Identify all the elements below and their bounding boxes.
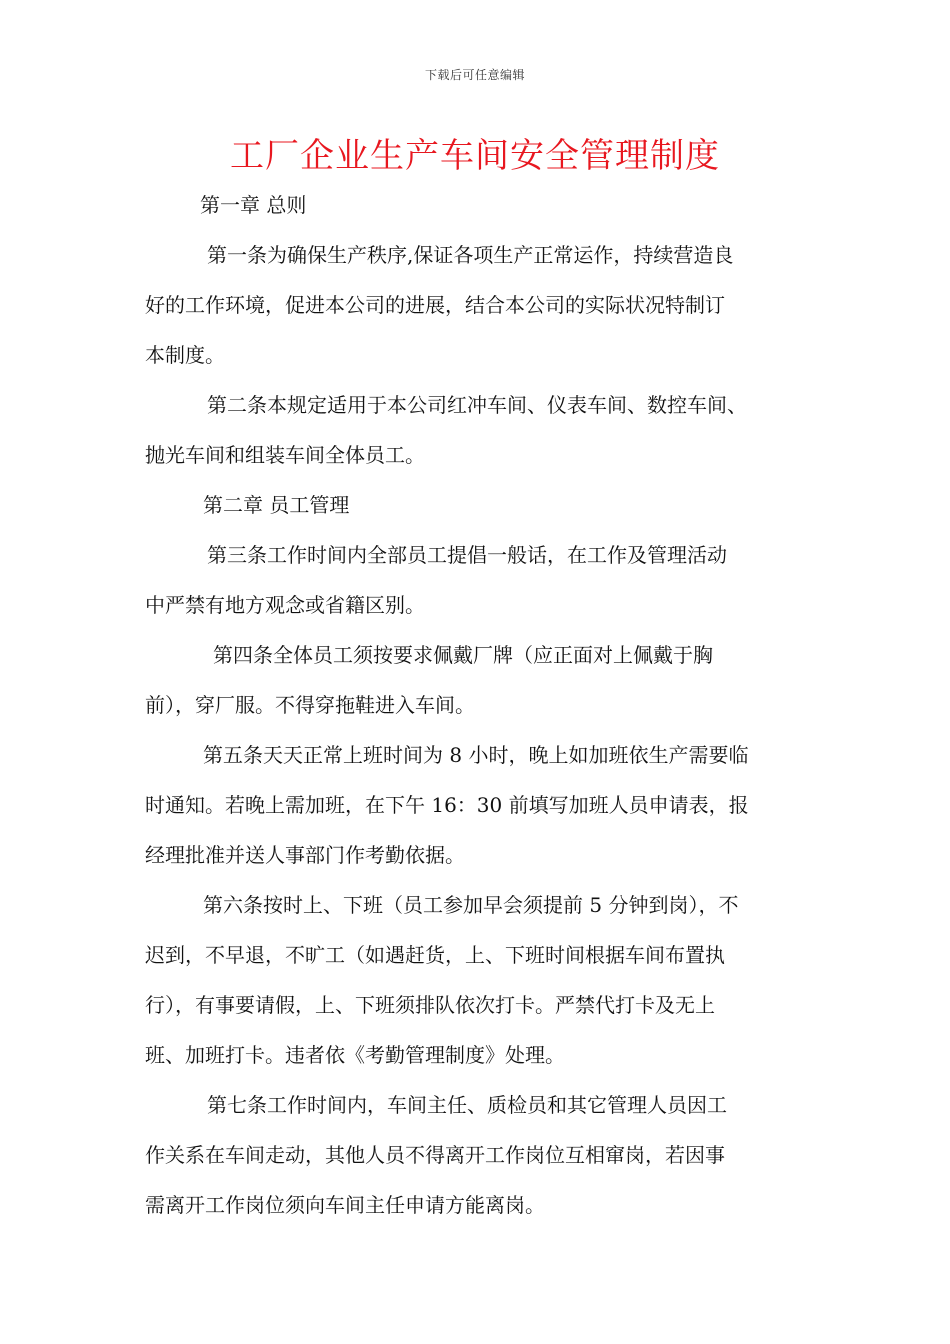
paragraph-line: 作关系在车间走动，其他人员不得离开工作岗位互相窜岗，若因事 bbox=[145, 1143, 725, 1167]
paragraph-line: 第三条工作时间内全部员工提倡一般话，在工作及管理活动 bbox=[207, 543, 727, 567]
chapter-heading: 第一章 总则 bbox=[200, 193, 307, 217]
paragraph-line: 中严禁有地方观念或省籍区别。 bbox=[145, 593, 425, 617]
paragraph-line: 第四条全体员工须按要求佩戴厂牌（应正面对上佩戴于胸 bbox=[213, 643, 713, 667]
paragraph-line: 班、加班打卡。违者依《考勤管理制度》处理。 bbox=[145, 1043, 565, 1067]
paragraph-line: 抛光车间和组装车间全体员工。 bbox=[145, 443, 425, 467]
document-body bbox=[145, 180, 810, 1230]
paragraph-line: 好的工作环境，促进本公司的进展，结合本公司的实际状况特制订 bbox=[145, 293, 725, 317]
paragraph-line: 时通知。若晚上需加班，在下午 16：30 前填写加班人员申请表，报 bbox=[145, 793, 749, 817]
document-title: 工厂企业生产车间安全管理制度 bbox=[230, 136, 720, 176]
paragraph-line: 行），有事要请假，上、下班须排队依次打卡。严禁代打卡及无上 bbox=[145, 993, 715, 1017]
header-note: 下载后可任意编辑 bbox=[424, 68, 525, 82]
paragraph-line: 需离开工作岗位须向车间主任申请方能离岗。 bbox=[145, 1193, 545, 1217]
paragraph-line: 经理批准并送人事部门作考勤依据。 bbox=[145, 843, 465, 867]
chapter-heading: 第二章 员工管理 bbox=[203, 493, 350, 517]
paragraph-line: 第一条为确保生产秩序,保证各项生产正常运作，持续营造良 bbox=[207, 243, 734, 267]
paragraph-line: 本制度。 bbox=[145, 343, 225, 367]
paragraph-line: 第六条按时上、下班（员工参加早会须提前 5 分钟到岗），不 bbox=[203, 893, 739, 917]
paragraph-line: 第七条工作时间内，车间主任、质检员和其它管理人员因工 bbox=[207, 1093, 727, 1117]
paragraph-line: 第五条天天正常上班时间为 8 小时，晚上如加班依生产需要临 bbox=[203, 743, 749, 767]
paragraph-line: 第二条本规定适用于本公司红冲车间、仪表车间、数控车间、 bbox=[207, 393, 747, 417]
paragraph-line: 前），穿厂服。不得穿拖鞋进入车间。 bbox=[145, 693, 475, 717]
paragraph-line: 迟到，不早退，不旷工（如遇赶货，上、下班时间根据车间布置执 bbox=[145, 943, 725, 967]
